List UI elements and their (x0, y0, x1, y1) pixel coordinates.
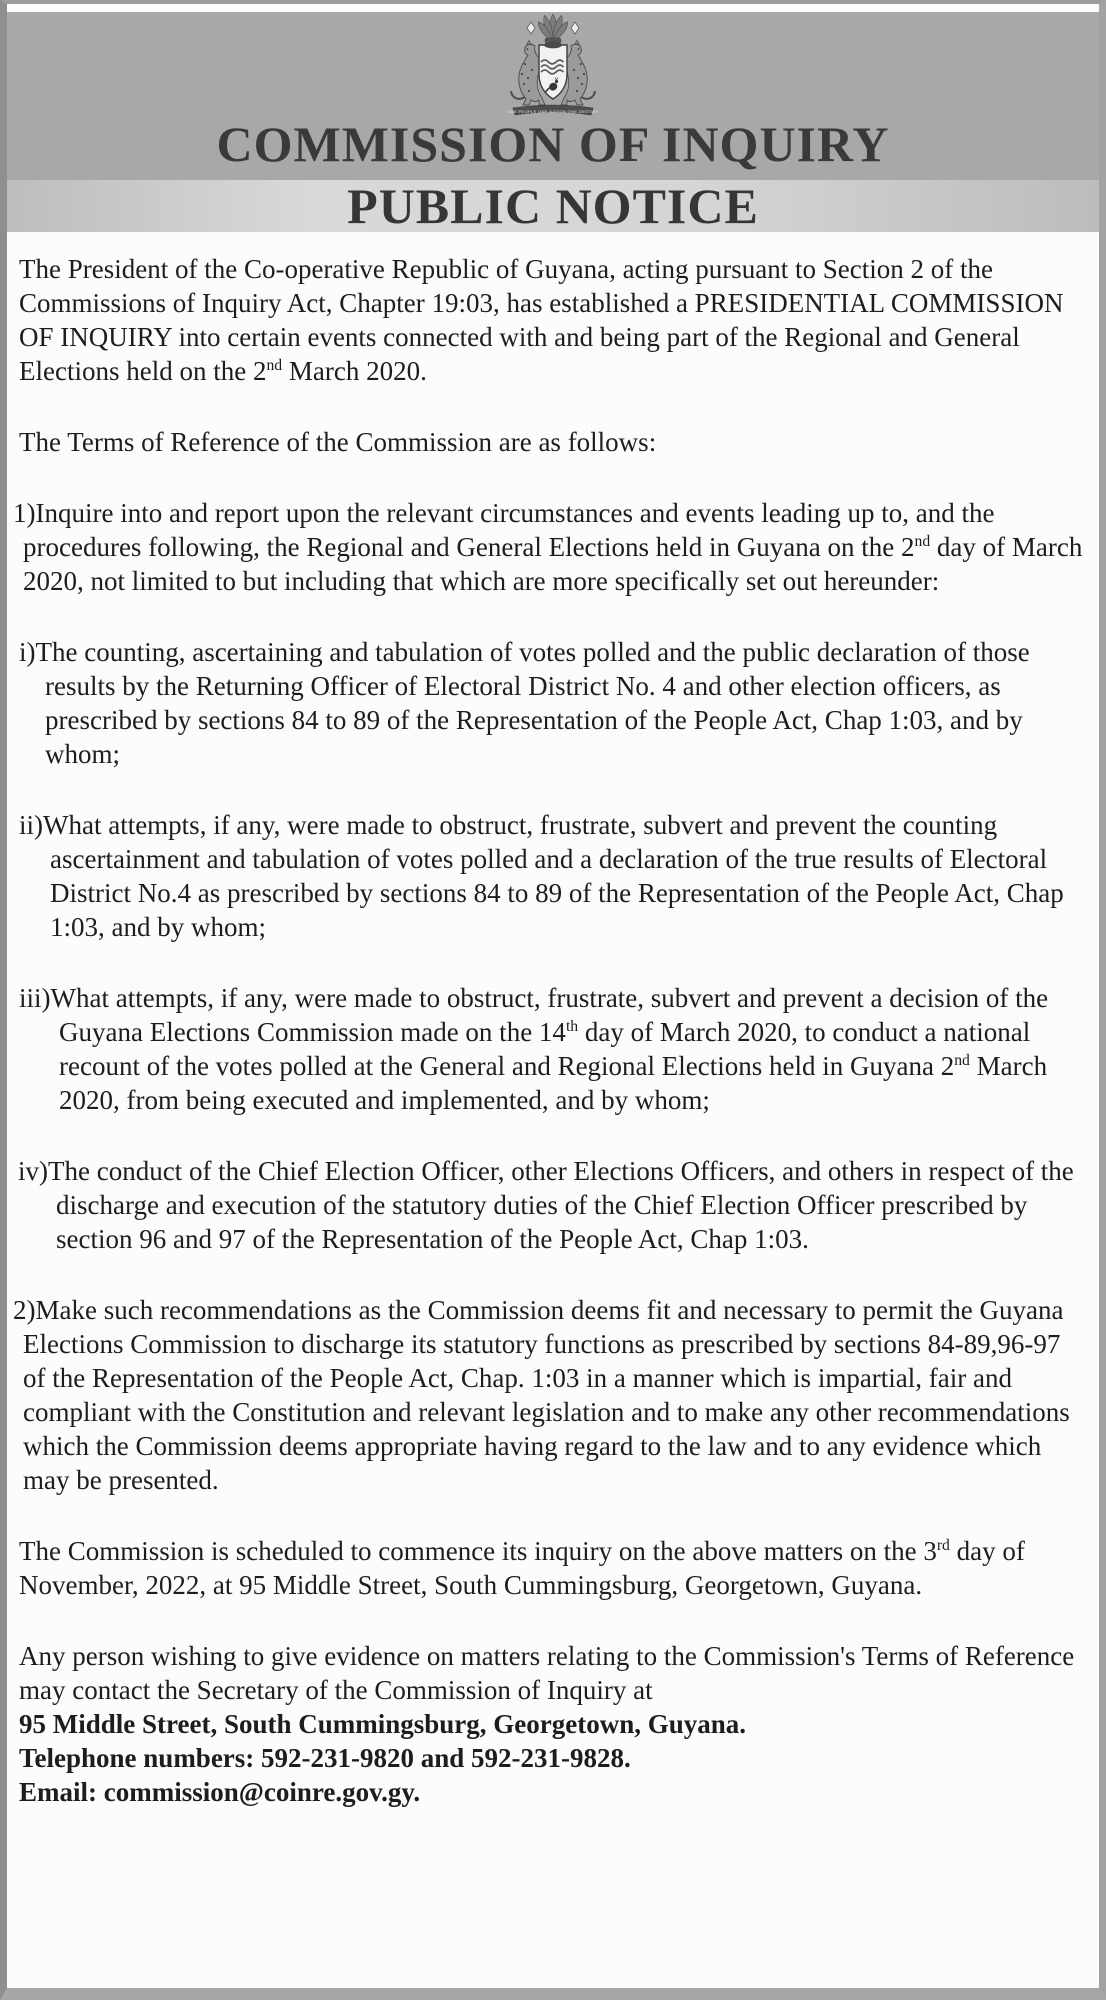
tor-item-ii: ii)What attempts, if any, were made to obstruct, frustrate, subvert and prevent the counting ascertainment and tabulation of votes polled and a declaration of the true results of Electoral District No.4 as prescribed by sections 84 to 89 of the Representation of the People Act, Chap 1:03, and by whom; (19, 810, 1064, 942)
public-notice-text: PUBLIC NOTICE (347, 178, 759, 234)
guyana-coat-of-arms-icon (483, 12, 623, 116)
contact-phone: Telephone numbers: 592-231-9820 and 592-231-9828. (19, 1743, 631, 1773)
notice-body (7, 232, 1099, 1819)
commission-title: COMMISSION OF INQUIRY (216, 116, 890, 172)
public-notice-banner (7, 180, 1099, 232)
contact-email: Email: commission@coinre.gov.gy. (19, 1777, 421, 1807)
tor-item-i: i)The counting, ascertaining and tabulation of votes polled and the public declaration of those results by the Returning Officer of Electoral District No. 4 and other election officers, as prescribed by sections 84 to 89 of the Representation of the People Act, Chap 1:03, and by whom; (19, 637, 1030, 769)
terms-heading: The Terms of Reference of the Commission are as follows: (19, 427, 657, 457)
closing-paragraph: The Commission is scheduled to commence its inquiry on the above matters on the 3rd day of November, 2022, at 95 Middle Street, South Cummingsburg, Georgetown, Guyana. (19, 1536, 1025, 1600)
contact-address: 95 Middle Street, South Cummingsburg, Georgetown, Guyana. (19, 1709, 747, 1739)
tor-item-iv: iv)The conduct of the Chief Election Officer, other Elections Officers, and others in respect of the discharge and execution of the statutory duties of the Chief Election Officer prescribed by section 96 and 97 of the Representation of the People Act, Chap 1:03. (18, 1156, 1074, 1254)
tor-item-2: 2)Make such recommendations as the Commission deems fit and necessary to permit the Guyana Elections Commission to discharge its statutory functions as prescribed by sections 84-89,96-97 of the Representation of the People Act, Chap. 1:03 in a manner which is impartial, fair and compliant with the Constitution and relevant legislation and to make any other recommendations which the Commission deems appropriate having regard to the law and to any evidence which may be presented. (13, 1295, 1070, 1495)
contact-intro: Any person wishing to give evidence on matters relating to the Commission's Terms of Reference may contact the Secretary of the Commission of Inquiry at (19, 1641, 1075, 1705)
tor-item-1: 1)Inquire into and report upon the relevant circumstances and events leading up to, and the procedures following, the Regional and General Elections held in Guyana on the 2nd day of March 2020, not limited to but including that which are more specifically set out hereunder: (13, 498, 1083, 596)
intro-paragraph: The President of the Co-operative Republic of Guyana, acting pursuant to Section 2 of the Commissions of Inquiry Act, Chapter 19:03, has established a PRESIDENTIAL COMMISSION OF INQUIRY into certain events connected with and being part of the Regional and General Elections held on the 2nd March 2020. (19, 254, 1064, 386)
contact-paragraph (19, 1639, 1089, 1809)
tor-item-iii: iii)What attempts, if any, were made to obstruct, frustrate, subvert and prevent a decision of the Guyana Elections Commission made on the 14th day of March 2020, to conduct a national recount of the votes polled at the General and Regional Elections held in Guyana 2nd March 2020, from being executed and implemented, and by whom; (19, 983, 1049, 1115)
motto-text: ONE PEOPLE ONE NATION ONE DESTINY (507, 108, 599, 114)
notice-header (7, 12, 1099, 180)
